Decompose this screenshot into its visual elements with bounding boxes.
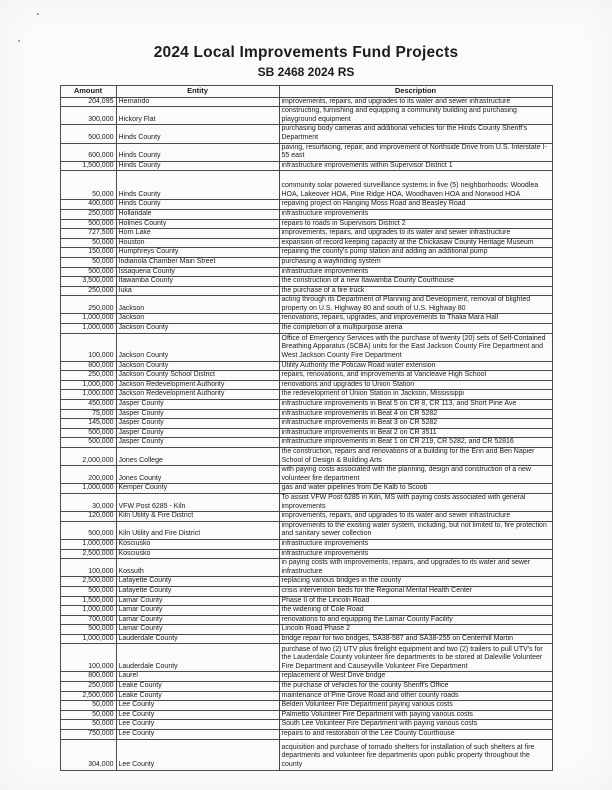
description-cell: infrastructure improvements [279,267,552,277]
table-row [60,701,552,711]
table-row [60,97,552,107]
table-row [60,606,552,616]
description-cell: Palmetto Volunteer Fire Department with paying various costs [279,710,552,720]
entity-cell: Kossuth [116,559,279,577]
column-header-entity: Entity [116,86,279,98]
table-row [60,625,552,635]
entity-cell: Laurel [116,672,279,682]
table-row [60,539,552,549]
amount-cell: 250,000 [60,296,116,314]
description-cell: improvements to the existing water system, including, but not limited to, fire protection and sanitary sewer collection [279,521,552,539]
table-row [60,125,552,143]
table-row [60,257,552,267]
entity-cell: Jasper County [116,400,279,410]
entity-cell: Hernando [116,97,279,107]
amount-cell: 400,000 [60,200,116,210]
entity-cell: Hickory Flat [116,107,279,125]
table-row [60,691,552,701]
table-row [60,380,552,390]
amount-cell: 150,000 [60,248,116,258]
description-cell: infrastructure improvements [279,209,552,219]
amount-cell: 250,000 [60,286,116,296]
table-row [60,238,552,248]
table-row [60,577,552,587]
entity-cell: Hinds County [116,161,279,171]
amount-cell: 700,000 [60,615,116,625]
description-cell: improvements, repairs, and upgrades to its water and sewer infrastructure [279,229,552,239]
entity-cell: Lauderdale County [116,634,279,644]
description-cell: maintenance of Pine Grove Road and other county roads [279,691,552,701]
description-cell: in paying costs with improvements, repairs, and upgrades to its water and sewer infrastructure [279,559,552,577]
amount-cell: 500,000 [60,267,116,277]
amount-cell: 500,000 [60,125,116,143]
description-cell: Office of Emergency Services with the purchase of twenty (20) sets of Self-Contained Breathing Apparatus (SCBA) units for the East Jackson County Fire Department and West Jackson County Fire Department [279,333,552,361]
amount-cell: 800,000 [60,361,116,371]
table-row [60,277,552,287]
table-row [60,296,552,314]
amount-cell: 800,000 [60,672,116,682]
description-cell: renovations, repairs, upgrades, and improvements to Thalia Mara Hall [279,314,552,324]
column-header-description: Description [279,86,552,98]
entity-cell: Issaquena County [116,267,279,277]
description-cell: constructing, furnishing and equipping a community building and purchasing playground equipment [279,107,552,125]
entity-cell: Kiln Utility & Fire District [116,512,279,522]
description-cell: infrastructure improvements in Beat 5 on CR 8, CR 113, and Short Pine Ave [279,400,552,410]
description-cell: the purchase of vehicles for the county Sheriff's Office [279,682,552,692]
amount-cell: 1,500,000 [60,596,116,606]
entity-cell: Jasper County [116,419,279,429]
amount-cell: 500,000 [60,625,116,635]
amount-cell: 145,000 [60,419,116,429]
description-cell: repairs to and restoration of the Lee County Courthouse [279,730,552,740]
description-cell: expansion of record keeping capacity at the Chickasaw County Heritage Museum [279,238,552,248]
table-row [60,448,552,466]
description-cell: gas and water pipelines from De Kalb to Scoob [279,484,552,494]
amount-cell: 250,000 [60,682,116,692]
description-cell: the widening of Cole Road [279,606,552,616]
table-row [60,229,552,239]
amount-cell: 500,000 [60,586,116,596]
description-cell: replacing various bridges in the county [279,577,552,587]
amount-cell: 204,095 [60,97,116,107]
description-cell: Belden Volunteer Fire Department paying various costs [279,701,552,711]
entity-cell: Jackson [116,314,279,324]
description-cell: South Lee Volunteer Fire Department with paying various costs [279,720,552,730]
entity-cell: Jones College [116,448,279,466]
amount-cell: 750,000 [60,730,116,740]
amount-cell: 500,000 [60,521,116,539]
amount-cell: 50,000 [60,171,116,200]
table-row [60,512,552,522]
entity-cell: Lamar County [116,606,279,616]
entity-cell: Hinds County [116,200,279,210]
table-row [60,644,552,672]
entity-cell: Kemper County [116,484,279,494]
description-cell: Phase II of the Lincoln Road [279,596,552,606]
amount-cell: 3,500,000 [60,277,116,287]
amount-cell: 1,000,000 [60,606,116,616]
entity-cell: Jackson County [116,333,279,361]
amount-cell: 100,000 [60,559,116,577]
table-row [60,521,552,539]
amount-cell: 200,000 [60,466,116,484]
entity-cell: Jackson [116,296,279,314]
entity-cell: Hinds County [116,171,279,200]
table-row [60,739,552,770]
description-cell: bridge repair for two bridges, SA38-587 and SA38-255 on Centerhill Martin [279,634,552,644]
entity-cell: Lamar County [116,596,279,606]
entity-cell: Horn Lake [116,229,279,239]
table-row [60,559,552,577]
table-row [60,371,552,381]
entity-cell: Kiln Utility and Fire District [116,521,279,539]
entity-cell: Lee County [116,730,279,740]
description-cell: Lincoln Road Phase 2 [279,625,552,635]
description-cell: repairs, renovations, and improvements at Vancleave High School [279,371,552,381]
amount-cell: 500,000 [60,219,116,229]
table-row [60,428,552,438]
entity-cell: Humphreys County [116,248,279,258]
amount-cell: 100,000 [60,644,116,672]
table-row [60,390,552,400]
amount-cell: 50,000 [60,720,116,730]
amount-cell: 100,000 [60,333,116,361]
entity-cell: Lamar County [116,625,279,635]
table-row [60,634,552,644]
table-row [60,248,552,258]
table-header-row [60,86,552,98]
amount-cell: 2,500,000 [60,691,116,701]
amount-cell: 250,000 [60,371,116,381]
amount-cell: 450,000 [60,400,116,410]
description-cell: acting through its Department of Planning and Development, removal of blighted property on U.S. Highway 80 and south of U.S. Highway 80 [279,296,552,314]
entity-cell: Itawamba County [116,277,279,287]
table-row [60,107,552,125]
table-row [60,419,552,429]
amount-cell: 1,000,000 [60,484,116,494]
table-row [60,209,552,219]
table-row [60,333,552,361]
entity-cell: Lafayette County [116,586,279,596]
table-row [60,286,552,296]
entity-cell: Lafayette County [116,577,279,587]
description-cell: renovations and upgrades to Union Station [279,380,552,390]
description-cell: replacement of West Drive bridge [279,672,552,682]
table-row [60,438,552,448]
column-header-amount: Amount [60,86,116,98]
description-cell: To assist VFW Post 6285 in Kiln, MS with paying costs associated with general improvements [279,493,552,511]
entity-cell: Kosciusko [116,539,279,549]
table-row [60,672,552,682]
entity-cell: Houston [116,238,279,248]
amount-cell: 600,000 [60,143,116,161]
entity-cell: Hollandale [116,209,279,219]
description-cell: repaving project on Hanging Moss Road and Beasley Road [279,200,552,210]
amount-cell: 30,000 [60,493,116,511]
amount-cell: 50,000 [60,238,116,248]
entity-cell: Jackson Redevelopment Authority [116,390,279,400]
amount-cell: 2,000,000 [60,448,116,466]
table-row [60,549,552,559]
table-row [60,171,552,200]
entity-cell: Jackson County [116,361,279,371]
amount-cell: 50,000 [60,257,116,267]
entity-cell: Jackson Redevelopment Authority [116,380,279,390]
entity-cell: Jasper County [116,409,279,419]
amount-cell: 1,000,000 [60,634,116,644]
description-cell: acquisition and purchase of tornado shelters for installation of such shelters at fire departments and volunteer fire departments upon public property throughout the county [279,739,552,770]
entity-cell: Hinds County [116,125,279,143]
entity-cell: Lauderdale County [116,644,279,672]
entity-cell: Lee County [116,720,279,730]
table-row [60,324,552,334]
entity-cell: Jasper County [116,438,279,448]
amount-cell: 2,500,000 [60,549,116,559]
amount-cell: 50,000 [60,710,116,720]
description-cell: community solar powered surveillance systems in five (5) neighborhoods: Woodlea HOA, Lakeover HOA, Pine Ridge HOA, Woodhaven HOA and Norwood HOA [279,171,552,200]
entity-cell: Lee County [116,701,279,711]
amount-cell: 304,000 [60,739,116,770]
description-cell: infrastructure improvements [279,549,552,559]
description-cell: the redevelopment of Union Station in Jackson, Mississippi [279,390,552,400]
table-row [60,484,552,494]
description-cell: purchasing a wayfinding system [279,257,552,267]
description-cell: infrastructure improvements in Beat 3 on CR 5282 [279,419,552,429]
scan-speckle [18,40,20,42]
amount-cell: 1,000,000 [60,324,116,334]
description-cell: the purchase of a fire truck [279,286,552,296]
description-cell: infrastructure improvements in Beat 4 on CR 5282 [279,409,552,419]
amount-cell: 500,000 [60,428,116,438]
entity-cell: Kosciusko [116,549,279,559]
entity-cell: Jasper County [116,428,279,438]
description-cell: paving, resurfacing, repair, and improvement of Northside Drive from U.S. Interstate I-55 east [279,143,552,161]
table-row [60,267,552,277]
entity-cell: Lamar County [116,615,279,625]
description-cell: renovations to and equipping the Lamar County Facility [279,615,552,625]
description-cell: improvements, repairs, and upgrades to its water and sewer infrastructure [279,97,552,107]
table-row [60,143,552,161]
description-cell: infrastructure improvements in Beat 2 on CR 3511 [279,428,552,438]
description-cell: repairs to roads in Supervisors District 2 [279,219,552,229]
entity-cell: Hinds County [116,143,279,161]
description-cell: infrastructure improvements in Beat 1 on CR 219, CR 5282, and CR 52816 [279,438,552,448]
table-row [60,586,552,596]
table-row [60,493,552,511]
entity-cell: Leake County [116,682,279,692]
projects-table [60,85,553,771]
description-cell: Utility Authority the Poticaw Road water extension [279,361,552,371]
table-row [60,400,552,410]
description-cell: the construction, repairs and renovations of a building for the Erin and Ben Napier School of Design & Building Arts [279,448,552,466]
amount-cell: 727,500 [60,229,116,239]
entity-cell: VFW Post 6285 - Kiln [116,493,279,511]
table-row [60,361,552,371]
page-title: 2024 Local Improvements Fund Projects [153,44,459,61]
entity-cell: Indianola Chamber Main Street [116,257,279,267]
description-cell: infrastructure improvements within Supervisor District 1 [279,161,552,171]
table-row [60,710,552,720]
entity-cell: Lee County [116,739,279,770]
amount-cell: 50,000 [60,701,116,711]
amount-cell: 300,000 [60,107,116,125]
table-row [60,682,552,692]
table-row [60,314,552,324]
amount-cell: 1,000,000 [60,390,116,400]
entity-cell: Leake County [116,691,279,701]
amount-cell: 2,500,000 [60,577,116,587]
entity-cell: Lee County [116,710,279,720]
entity-cell: Jones County [116,466,279,484]
table-row [60,200,552,210]
amount-cell: 500,000 [60,438,116,448]
table-row [60,730,552,740]
table-row [60,720,552,730]
amount-cell: 1,000,000 [60,314,116,324]
description-cell: the construction of a new Itawamba County Courthouse [279,277,552,287]
amount-cell: 120,000 [60,512,116,522]
entity-cell: Jackson County [116,324,279,334]
scan-speckle [37,13,39,15]
table-row [60,466,552,484]
description-cell: purchase of two (2) UTV plus firelight equipment and two (2) trailers to pull UTV's for the Lauderdale County volunteer fire departments to be stored at Daleville Volunteer Fire Department and Causeyville Volunteer Fire Department [279,644,552,672]
entity-cell: Holmes County [116,219,279,229]
description-cell: crisis intervention beds for the Regional Mental Health Center [279,586,552,596]
description-cell: improvements, repairs, and upgrades to its water and sewer infrastructure [279,512,552,522]
description-cell: the completion of a multipurpose arena [279,324,552,334]
description-cell: repairing the county's pump station and adding an additional pump [279,248,552,258]
table-row [60,161,552,171]
description-cell: infrastructure improvements [279,539,552,549]
entity-cell: Iuka [116,286,279,296]
table-row [60,615,552,625]
description-cell: with paying costs associated with the planning, design and construction of a new volunteer fire department [279,466,552,484]
amount-cell: 1,000,000 [60,380,116,390]
amount-cell: 1,500,000 [60,161,116,171]
page-subtitle: SB 2468 2024 RS [257,65,355,79]
amount-cell: 250,000 [60,209,116,219]
amount-cell: 75,000 [60,409,116,419]
entity-cell: Jackson County School District [116,371,279,381]
description-cell: purchasing body cameras and additional vehicles for the Hinds County Sheriff's Department [279,125,552,143]
amount-cell: 1,000,000 [60,539,116,549]
table-row [60,596,552,606]
table-row [60,219,552,229]
table-row [60,409,552,419]
